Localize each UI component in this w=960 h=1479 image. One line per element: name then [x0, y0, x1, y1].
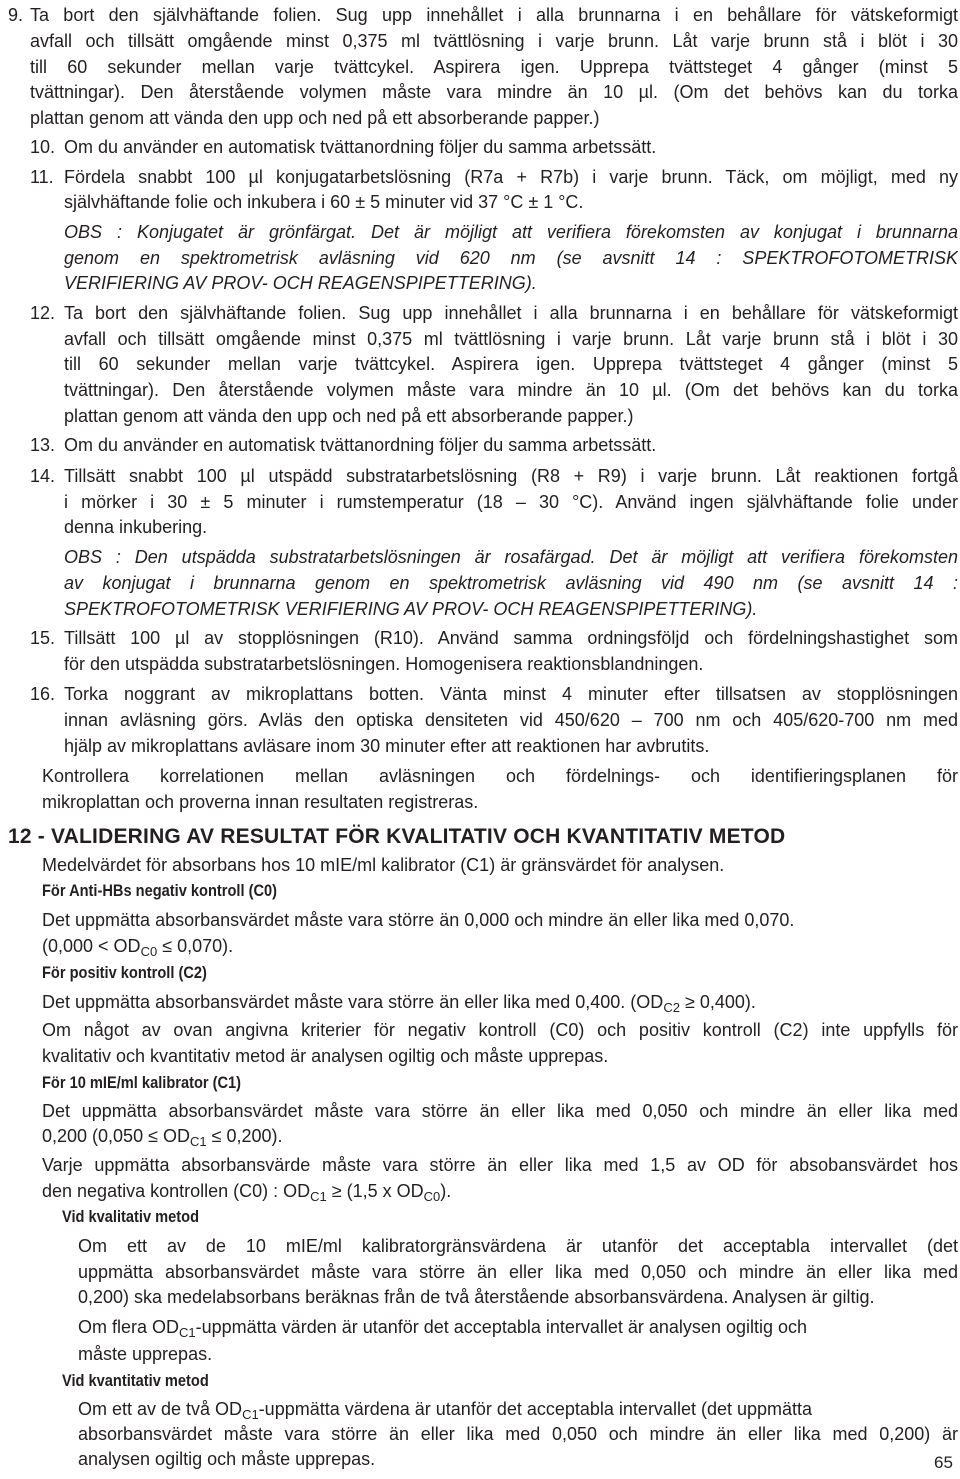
item-text: Tillsätt snabbt 100 µl utspädd substratarbetslösning (R8 + R9) i varje brunn. Låt reaktionen fortgå	[64, 466, 958, 486]
pos-control-text: Det uppmätta absorbansvärdet måste vara större än eller lika med 0,400. $(OD_{C2} \ge 0,400)$.	[42, 992, 756, 1015]
qualitative-text: Om flera $OD_{C1}$-uppmätta värden är utanför det acceptabla intervallet är analysen ogiltig och	[78, 1317, 808, 1340]
page-number: 65	[934, 1453, 953, 1472]
neg-control-text: Det uppmätta absorbansvärdet måste vara större än 0,000 och mindre än eller lika med 0,070.	[42, 910, 795, 930]
calibrator-text: Varje uppmätta absorbansvärde måste vara större än eller lika med 1,5 av OD för absobansvärdet hos	[42, 1155, 958, 1175]
quantitative-text: absorbansvärdet måste vara större än eller lika med 0,050 och mindre än eller lika med 0,200) är	[78, 1424, 958, 1444]
item-number: 11.	[30, 167, 54, 187]
item-text: avfall och tillsätt omgående minst 0,375 ml tvättlösning i varje brunn. Låt varje brunn stå i blöt i 30	[64, 329, 958, 349]
item-text: tvättningar). Den återstående volymen måste vara mindre än 10 µl. (Om det behövs kan du torka	[64, 380, 958, 400]
obs-note: av konjugat i brunnarna genom en spektrometrisk avläsning vid 490 nm (se avsnitt 14 :	[64, 573, 958, 593]
item-text: i mörker i 30 ± 5 minuter i rumstemperatur (18 – 30 °C). Använd ingen självhäftande folie under	[64, 492, 958, 512]
quantitative-title: Vid kvantitativ metod	[62, 1371, 209, 1390]
obs-note: OBS : Konjugatet är grönfärgat. Det är möjligt att verifiera förekomsten av konjugat i brunnarna	[64, 222, 958, 242]
item-text: Ta bort den självhäftande folien. Sug upp innehållet i alla brunnarna i en behållare för vätskeformigt	[64, 303, 958, 323]
section-intro: Medelvärdet för absorbans hos 10 mIE/ml kalibrator (C1) är gränsvärdet för analysen.	[42, 855, 725, 875]
item-text: Fördela snabbt 100 µl konjugatarbetslösning (R7a + R7b) i varje brunn. Täck, om möjligt, med ny	[64, 167, 958, 187]
calibrator-formula: 0,200 $(0,050 \le OD_{C1} \le 0,200)$.	[42, 1126, 283, 1149]
item-number: 12.	[30, 303, 56, 323]
item-text: Ta bort den självhäftande folien. Sug upp innehållet i alla brunnarna i en behållare för vätskeformigt	[30, 5, 958, 25]
qualitative-text: Om ett av de 10 mIE/ml kalibratorgränsvärdena är utanför det acceptabla intervallet (det	[78, 1236, 958, 1256]
qualitative-text: uppmätta absorbansvärdet måste vara större än eller lika med 0,050 och mindre än eller lika med	[78, 1262, 958, 1282]
item-text: Om du använder en automatisk tvättanordning följer du samma arbetssätt.	[64, 435, 657, 455]
item-text: till 60 sekunder mellan varje tvättcykel. Aspirera igen. Upprepa tvättsteget 4 gånger (minst 5	[30, 57, 958, 77]
item-number: 9.	[8, 5, 24, 25]
calibrator-text: Det uppmätta absorbansvärdet måste vara större än eller lika med 0,050 och mindre än eller lika med	[42, 1101, 958, 1121]
item-text: denna inkubering.	[64, 517, 208, 537]
item-text: plattan genom att vända den upp och ned på ett absorberande papper.)	[30, 108, 600, 128]
obs-note: genom en spektrometrisk avläsning vid 620 nm (se avsnitt 14 : SPEKTROFOTOMETRISK	[64, 248, 958, 268]
item-number: 14.	[30, 466, 56, 486]
calibrator-title: För 10 mIE/ml kalibrator (C1)	[42, 1073, 242, 1092]
item-text: Om du använder en automatisk tvättanordning följer du samma arbetssätt.	[64, 137, 657, 157]
obs-note: VERIFIERING AV PROV- OCH REAGENSPIPETTERING).	[64, 273, 537, 293]
item-text: hjälp av mikroplattans avläsare inom 30 minuter efter att reaktionen har avbrutits.	[64, 736, 710, 756]
item-number: 13.	[30, 435, 56, 455]
qualitative-title: Vid kvalitativ metod	[62, 1207, 200, 1226]
item-text: avfall och tillsätt omgående minst 0,375 ml tvättlösning i varje brunn. Låt varje brunn stå i blöt i 30	[30, 31, 958, 51]
item-text: till 60 sekunder mellan varje tvättcykel. Aspirera igen. Upprepa tvättsteget 4 gånger (minst 5	[64, 354, 958, 374]
item-text: tvättningar). Den återstående volymen måste vara mindre än 10 µl. (Om det behövs kan du torka	[30, 82, 958, 102]
criteria-text: Om något av ovan angivna kriterier för negativ kontroll (C0) och positiv kontroll (C2) inte uppfylls för	[42, 1020, 958, 1040]
neg-control-title: För Anti-HBs negativ kontroll (C0)	[42, 881, 278, 900]
neg-control-formula: $(0,000 < OD_{C0} \le 0,070)$.	[42, 936, 234, 959]
note-text: mikroplattan och proverna innan resultaten registreras.	[42, 792, 479, 812]
section-heading: 12 - VALIDERING AV RESULTAT FÖR KVALITATIV OCH KVANTITATIV METOD	[8, 825, 786, 848]
item-number: 10.	[30, 137, 56, 157]
calibrator-formula: den negativa kontrollen (C0) : $OD_{C1} \ge (1,5$ x $OD_{C0}$).	[42, 1181, 452, 1204]
item-text: Tillsätt 100 µl av stopplösningen (R10). Använd samma ordningsföljd och fördelningshastighet som	[64, 628, 958, 648]
qualitative-text: 0,200) ska medelabsorbans beräknas från de två återstående absorbansvärdena. Analysen är giltig.	[78, 1287, 875, 1307]
criteria-text: kvalitativ och kvantitativ metod är analysen ogiltig och måste upprepas.	[42, 1046, 609, 1066]
item-text: plattan genom att vända den upp och ned på ett absorberande papper.)	[64, 406, 634, 426]
item-text: Torka noggrant av mikroplattans botten. Vänta minst 4 minuter efter tillsatsen av stopplösningen	[64, 684, 958, 704]
quantitative-text: Om ett av de två $OD_{C1}$-uppmätta värdena är utanför det acceptabla intervallet (det uppmätta	[78, 1399, 813, 1422]
quantitative-text: analysen ogiltig och måste upprepas.	[78, 1449, 376, 1469]
note-text: Kontrollera korrelationen mellan avläsningen och fördelnings- och identifieringsplanen för	[42, 766, 958, 786]
obs-note: OBS : Den utspädda substratarbetslösningen är rosafärgad. Det är möjligt att verifiera förekomsten	[64, 547, 958, 567]
obs-note: SPEKTROFOTOMETRISK VERIFIERING AV PROV- OCH REAGENSPIPETTERING).	[64, 599, 758, 619]
pos-control-title: För positiv kontroll (C2)	[42, 963, 207, 982]
item-text: självhäftande folie och inkubera i 60 ± 5 minuter vid 37 °C ± 1 °C.	[64, 192, 584, 212]
item-text: för den utspädda substratarbetslösningen. Homogenisera reaktionsblandningen.	[64, 654, 704, 674]
qualitative-text: måste upprepas.	[78, 1344, 213, 1364]
item-number: 15.	[30, 628, 56, 648]
item-text: innan avläsning görs. Avläs den optiska densiteten vid 450/620 – 700 nm och 405/620-700 nm med	[64, 710, 958, 730]
item-number: 16.	[30, 684, 56, 704]
